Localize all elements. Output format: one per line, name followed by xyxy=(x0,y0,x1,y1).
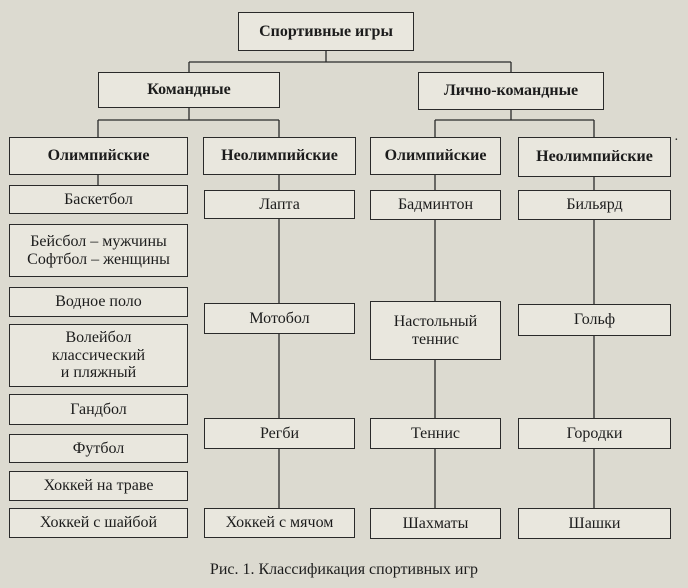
sport-node: Бадминтон xyxy=(370,190,501,220)
sport-node: Гандбол xyxy=(9,394,188,425)
category-team-nonolympic: Неолимпийские xyxy=(203,137,356,175)
group-node-team: Командные xyxy=(98,72,280,108)
sport-node: Хоккей с шайбой xyxy=(9,508,188,538)
sport-node: Хоккей с мячом xyxy=(204,508,355,538)
sport-node: Лапта xyxy=(204,190,355,219)
sport-node: Шашки xyxy=(518,508,671,539)
sport-node: Футбол xyxy=(9,434,188,463)
sport-node: Хоккей на траве xyxy=(9,471,188,501)
scan-mark: · xyxy=(674,133,679,148)
sport-node: Бильярд xyxy=(518,190,671,220)
category-personal-nonolympic: Неолимпийские xyxy=(518,137,671,177)
sport-node: Водное поло xyxy=(9,287,188,317)
sport-node: Шахматы xyxy=(370,508,501,539)
sport-node: Теннис xyxy=(370,418,501,449)
sport-node: Волейбол классический и пляжный xyxy=(9,324,188,387)
figure-caption: Рис. 1. Классификация спортивных игр xyxy=(209,561,479,578)
sport-node: Мотобол xyxy=(204,303,355,334)
sport-node: Гольф xyxy=(518,304,671,336)
category-team-olympic: Олимпийские xyxy=(9,137,188,175)
sport-node: Городки xyxy=(518,418,671,449)
sport-node: Баскетбол xyxy=(9,185,188,214)
sport-node: Бейсбол – мужчины Софтбол – женщины xyxy=(9,224,188,277)
sport-node: Настольный теннис xyxy=(370,301,501,360)
sport-node: Регби xyxy=(204,418,355,449)
group-node-personal-team: Лично-командные xyxy=(418,72,604,110)
category-personal-olympic: Олимпийские xyxy=(370,137,501,175)
root-node: Спортивные игры xyxy=(238,12,414,51)
